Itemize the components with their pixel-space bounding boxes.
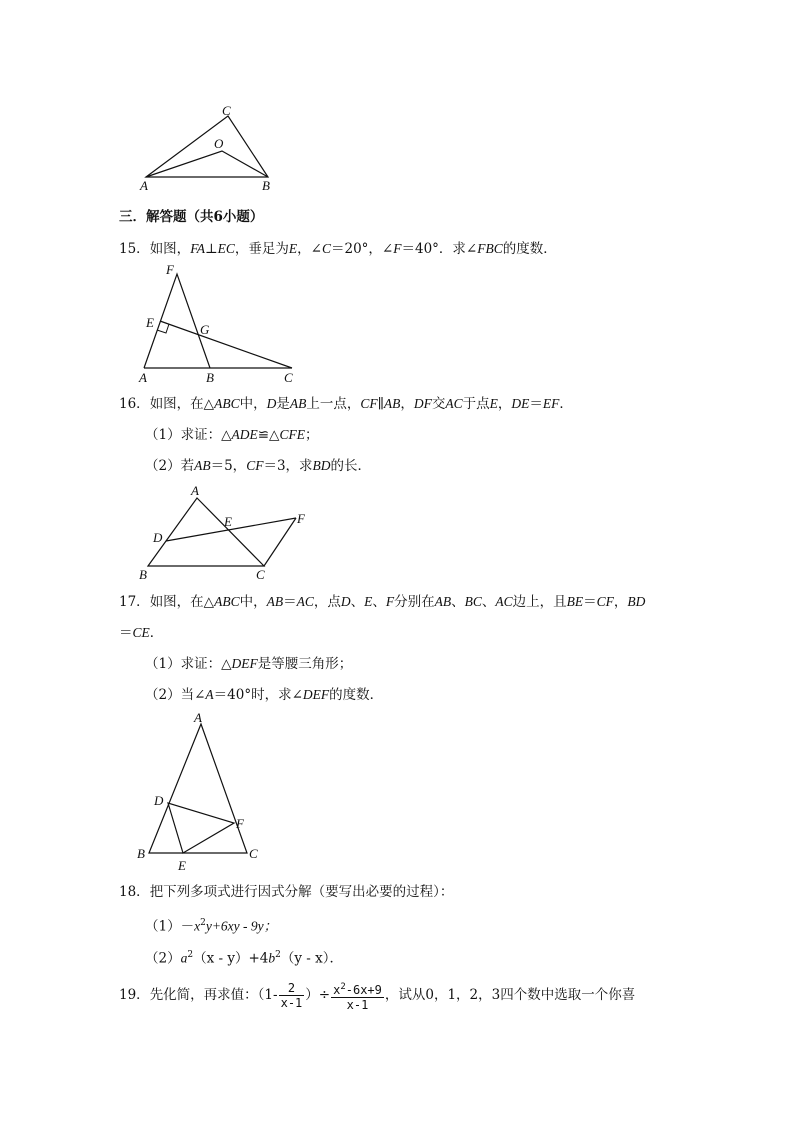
fig17-label-D: D	[154, 793, 164, 808]
q19-fraction-1: $\frac{2}{x-1}$	[280, 981, 303, 1010]
fig17-label-F: F	[236, 816, 244, 831]
fig17-label-A: A	[194, 710, 202, 725]
fig16-label-B: B	[139, 567, 147, 582]
figure-q15	[132, 262, 307, 387]
section-title: 三．解答题（共6小题）	[119, 209, 264, 225]
fig16-label-A: A	[191, 483, 199, 498]
fig16-label-F: F	[297, 511, 305, 526]
q17-sub1: （1）求证：△DEF是等腰三角形；	[145, 656, 353, 672]
figure-q17	[132, 708, 272, 873]
fig15-label-F: F	[166, 262, 174, 277]
fig16-label-C: C	[256, 567, 265, 582]
q18-stem: 18．把下列多项式进行因式分解（要写出必要的过程）：	[119, 884, 454, 900]
fig15-label-A: A	[139, 370, 147, 385]
fig14-label-A: A	[140, 178, 148, 193]
fig15-label-C: C	[284, 370, 293, 385]
q19-stem: 19．先化简，再求值：（1- $\frac{2}{x-1}$ ）÷ $\frac{x^2-6x+9}{x-1}$ ，试从0，1，2，3四个数中选取一个你喜	[119, 981, 636, 1012]
fig14-label-B: B	[262, 178, 270, 193]
q15-stem: 15．如图，FA⊥EC，垂足为E，∠C＝20°，∠F＝40°．求∠FBC的度数．	[119, 241, 557, 257]
figure-q16	[132, 482, 317, 582]
fig15-label-B: B	[206, 370, 214, 385]
fig14-label-O: O	[214, 136, 224, 151]
q17-stem-cont: ＝CE．	[119, 625, 164, 641]
q16-stem: 16．如图，在△ABC中，D是AB上一点，CF∥AB，DF交AC于点E，DE＝EF．	[119, 396, 573, 412]
fig14-label-C: C	[222, 103, 231, 118]
fig17-label-B: B	[137, 846, 145, 861]
q17-stem: 17．如图，在△ABC中，AB＝AC，点D、E、F分别在AB、BC、AC边上，且BE＝CF，BD	[119, 594, 646, 610]
q16-sub1: （1）求证：△ADE≌△CFE；	[145, 427, 319, 443]
fig15-label-E: E	[146, 315, 154, 330]
q18-sub1: $(1)-x^2y+6xy - 9y$；	[145, 918, 278, 935]
figure-q14-triangle	[130, 100, 290, 195]
fig16-label-E: E	[224, 514, 232, 529]
fig16-label-D: D	[153, 530, 163, 545]
fig17-label-C: C	[249, 846, 258, 861]
q18-sub2: $(2)a^2(x - y)+4b^2(y - x)$．	[145, 950, 343, 967]
q19-fraction-2: $\frac{x^2-6x+9}{x-1}$	[333, 981, 382, 1012]
fig15-label-G: G	[200, 322, 210, 337]
q17-sub2: （2）当∠A＝40°时，求∠DEF的度数．	[145, 687, 384, 703]
q16-sub2: （2）若AB＝5，CF＝3，求BD的长．	[145, 458, 372, 474]
fig17-label-E: E	[178, 858, 186, 873]
